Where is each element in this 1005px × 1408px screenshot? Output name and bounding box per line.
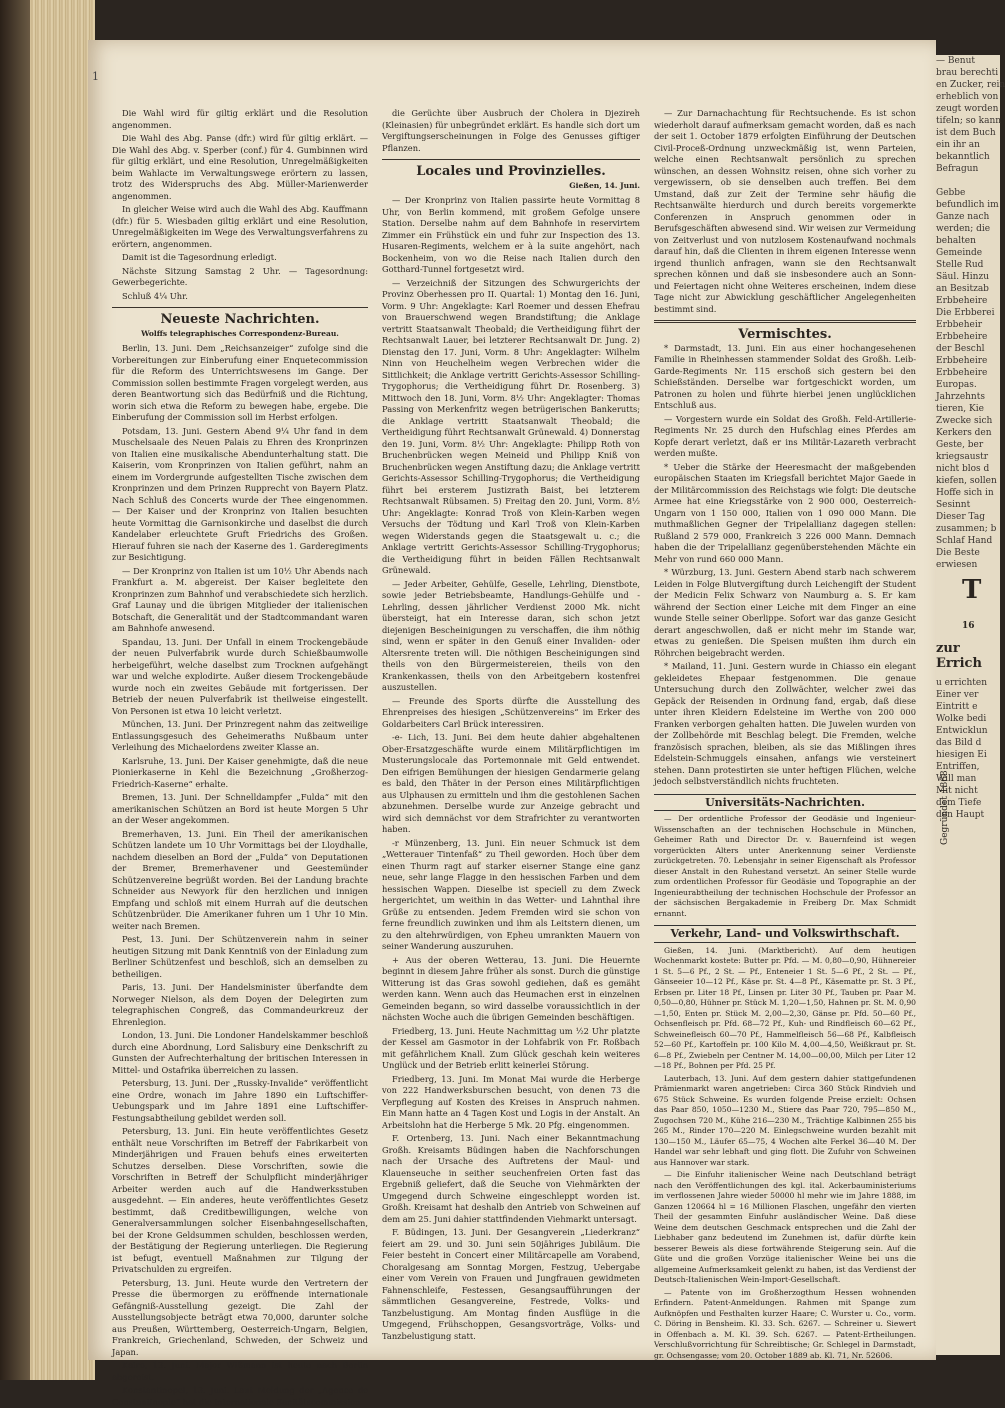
news-item: Friedberg, 13. Juni. Heute Nachmittag um ½2 Uhr platzte der Kessel am Gasmotor in der Lohfabrik von Fr. Roßbach mit gefährlichem Knall. Zum Glück geschah kein weiteres Unglück und der Betrieb erlitt keinerlei Störung. [382,1025,640,1070]
facing-page-line: hiesigen Ei [936,750,987,760]
column-3 [654,108,916,1360]
facing-page-line: Säul. Hinzu [936,272,989,282]
news-item: Potsdam, 13. Juni. Gestern Abend 9¼ Uhr fand in dem Muschelsaale des Neuen Palais zu Ehren des Kronprinzen von Italien eine musikalische Abendunterhaltung statt. Die Kaiserin, vom Kronprinzen von Italien geführt, nahm an einem im Vordergrunde aufgestellten Tische zwischen dem Kronprinzen und dem Prinzen Rupprecht von Bayern Platz. Nach Schluß des Concerts wurde der Thee eingenommen. — Der Kaiser und der Kronprinz von Italien besuchten heute Vormittag die Garnisonkirche und daselbst die durch Kandelaber erleuchtete Gruft Friedrichs des Großen. Hierauf fuhren sie nach der Kaserne des 1. Garderegiments zur Besichtigung. [112,425,368,562]
facing-page-line: Wolke bedi [936,714,987,724]
news-item: F. Ortenberg, 13. Juni. Nach einer Bekanntmachung Großh. Kreisamts Büdingen haben die Nachforschungen nach der Ursache des Auftretens der Maul- und Klauenseuche in seither seuchenfreien Orten fast das Ergebniß geliefert, daß die Seuche von Viehmärkten der Umgegend durch Schweine eingeschleppt worden ist. Großh. Kreisamt hat deshalb den Antrieb von Schweinen auf dem am 25. Juni dahier stattfindenden Viehmarkt untersagt. [382,1133,640,1224]
news-item: * Mailand, 11. Juni. Gestern wurde in Chiasso ein elegant gekleidetes Ehepaar festgenommen. Die genaue Untersuchung durch den Zollwächter, welcher zwei das Gepäck der Reisenden in Ordnung fand, ergab, daß diese unter ihren Kleidern Edelsteine im Werthe von 200 000 Franken verborgen gehalten hatten. Die Juwelen wurden von der Zollbehörde mit Beschlag belegt. Die Fremden, welche französisch sprachen, bleiben, als sie das Mißlingen ihres Edelstein-Schmuggels einsahen, anfangs wie versteinert stehen. Dann protestirten sie unter heftigen Flüchen, welche jedoch selbstverständlich nichts fruchteten. [654,661,916,786]
facing-page-line: Erbbeheire [936,296,988,306]
facing-page-line: erheblich von [936,92,999,102]
facing-page-line: Erbbeheire [936,368,988,378]
facing-page-line: brau berechti [936,68,999,78]
news-item: Berlin, 13. Juni. Dem „Reichsanzeiger“ zufolge sind die Vorbereitungen zur Einberufung einer Enquetecommission für die Reform des Unterrichtswesens im Gange. Der Commission sollen bestimmte Fragen vorgelegt werden, aus deren Beantwortung sich das Bedürfniß und die Richtung, worin sich etwa die Reform zu bewegen habe, ergebe. Die Einberufung der Commission soll im Herbst erfolgen. [112,343,368,422]
news-item: — Der ordentliche Professor der Geodäsie und Ingenieur-Wissenschaften an der technischen Hochschule in München, Geheimer Rath und Director Dr. v. Bauernfeind ist wegen vorgerückten Alters unter Anerkennung seiner Verdienste zurückgetreten. 70. Lebensjahr in seiner Eigenschaft als Professor dieser Anstalt in den Ruhestand versetzt. An seiner Stelle wurde zum ordentlichen Professor für Geodäsie und Topographie an der Ingenieurabtheilung der technischen Hochschule der Professor an der sächsischen Bergakademie in Freiberg Dr. Max Schmidt ernannt. [654,814,916,918]
article-text: Nächste Sitzung Samstag 2 Uhr. — Tagesordnung: Gewerbegerichte. [112,265,368,287]
news-item: Gießen, 14. Juni. (Marktbericht). Auf dem heutigen Wochenmarkt kostete: Butter pr. Pfd. — M. 0,80—0,90, Hühnereier 1 St. 5—6 Pf., 2 St. — Pf., Enteneier 1 St. 5—6 Pf., 2 St. — Pf., Gänseeier 10—12 Pf., Käse pr. St. 4—8 Pf., Käsematte pr. St. 3 Pf., Erbsen pr. Liter 18 Pf., Linsen pr. Liter 30 Pf., Tauben pr. Paar M. 0,50—0,80, Hühner pr. Stück M. 1,20—1,50, Hahnen pr. St. M. 0,90—1,50, Enten pr. Stück M. 2,00—2,30, Gänse pr. Pfd. 50—60 Pf., Ochsenfleisch pr. Pfd. 68—72 Pf., Kuh- und Rindfleisch 60—62 Pf., Schweinefleisch 60—70 Pf., Hammelfleisch 56—68 Pf., Kalbfleisch 52—60 Pf., Kartoffeln pr. 100 Kilo M. 4,00—4,50, Weißkraut pr. St. 6—8 Pf., Zwiebeln per Centner M. 14,00—00,00, Milch per Liter 12—18 Pf., Bohnen per Pfd. 25 Pf. [654,945,916,1070]
news-item: — Verzeichniß der Sitzungen des Schwurgerichts der Provinz Oberhessen pro II. Quartal: 1) Montag den 16. Juni, Vorm. 9 Uhr: Angeklagte: Karl Roemer und dessen Ehefrau von Brauerschwend wegen Brandstiftung; die Anklage vertritt Staatsanwalt Theobald; die Vertheidigung führt der Rechtsanwalt Lauer, bei letzterer Rechtsanwalt Dr. Jung. 2) Dienstag den 17. Juni, Vorm. 8 Uhr: Angeklagter: Wilhelm Ninn von Heuchelheim wegen Verbrechen wider die Sittlichkeit; die Anklage vertritt Gerichts-Assessor Schilling-Trygophorus; die Vertheidigung führt Dr. Rosenberg. 3) Mittwoch den 18. Juni, Vorm. 8½ Uhr: Angeklagter: Thomas Passing von Merkenfritz wegen betrügerischen Bankerutts; die Anklage vertritt Staatsanwalt Theobald; die Vertheidigung führt Rechtsanwalt Grünewald. 4) Donnerstag den 19. Juni, Vorm. 8½ Uhr: Angeklagte: Philipp Roth von Bruchenbrücken wegen Meineid und Philipp Kniß von Bruchenbrücken wegen Anstiftung dazu; die Anklage vertritt Gerichts-Assessor Schilling-Trygophorus; die Vertheidigung führt bei ersterem Justizrath Baist, bei letzterem Rechtsanwalt Rübsamen. 5) Freitag den 20. Juni, Vorm. 8½ Uhr: Angeklagte: Konrad Troß von Klein-Karben wegen Versuchs der Tödtung und Karl Troß von Klein-Karben wegen Widerstands gegen die Staatsgewalt u. c.; die Anklage vertritt Gerichts-Assessor Schilling-Trygophorus; die Vertheidigung führt in beiden Fällen Rechtsanwalt Grünewald. [382,277,640,575]
facing-page-line: Einer ver [936,690,979,700]
facing-page-line: Mit nicht [936,786,978,796]
news-item: — Die Einfuhr italienischer Weine nach Deutschland beträgt nach den Veröffentlichungen des kgl. ital. Ackerbauministeriums im verflossenen Jahre wieder 50000 hl mehr wie im Jahre 1888, im Ganzen 120664 hl = 16 Millionen Flaschen, ungefähr den vierten Theil der gesammten Einfuhr ausländischer Weine. Daß diese Weine dem deutschen Geschmack entsprechen und die Zahl der Liebhaber ganz bedeutend im Zunehmen ist, dafür dürfte kein besserer Beweis als diese fortwährende Steigerung sein. Auf die Güte und die großen Vorzüge italienischer Weine bei uns die allgemeine Aufmerksamkeit gelenkt zu haben, ist das Verdienst der Deutsch-Italienischen Wein-Import-Gesellschaft. [654,1170,916,1284]
facing-page-line: Ganze nach [936,212,990,222]
section-title-universitaet: Universitäts-Nachrichten. [654,794,916,812]
facing-page-line: kiefen, sollen [936,476,997,486]
news-item: * Darmstadt, 13. Juni. Ein aus einer hochangesehenen Familie in Rheinhessen stammender Soldat des Großh. Leib-Garde-Regiments Nr. 115 erschoß sich gestern bei den Schießständen. Derselbe war fortgeschickt worden, um Patronen zu holen und führte hierbei jenen unglücklichen Entschluß aus. [654,342,916,410]
news-item: — Patente von im Großherzogthum Hessen wohnenden Erfindern. Patent-Anmeldungen. Rahmen mit Spange zum Aufknöpfen und Festhalten kurzer Haare; C. Wurster u. Co., vorm. C. Döring in Bensheim. Kl. 33. Sch. 6267. — Schreiner u. Siewert in Offenbach a. M. Kl. 39. Sch. 6267. — Patent-Ertheilungen. Verschlußvorrichtung für Schreibtische; Gr. Schlegel in Darmstadt, gr. Ochsengasse; vom 20. October 1889 ab. Kl. 71, Nr. 52606. [654,1287,916,1360]
facing-page-line: Zwecke sich [936,416,993,426]
news-item: Petersburg, 13. Juni. Ein heute veröffentlichtes Gesetz enthält neue Vorschriften im Betreff der Fabrikarbeit von Minderjährigen und Frauen behufs eines erweiterten Schutzes derselben. Diese Vorschriften, sowie die Vorschriften in Betreff der Schulpflicht minderjähriger Arbeiter werden auch auf die Handwerksstuben ausgedehnt. — Ein anderes, heute veröffentlichtes Gesetz bestimmt, daß Creditbewilligungen, welche von Generalversammlungen solcher Eisenbahngesellschaften, bei der Krone Geldsummen schulden, beschlossen werden, der Bestätigung der Regierung unterliegen. Die Regierung ist befugt, eventuell Maßnahmen zur Tilgung der Privatschulden zu ergreifen. [112,1126,368,1274]
facing-page-line: der Beschl [936,344,985,354]
facing-page-line: Jahrzehnts [936,392,985,402]
news-item: Pest, 13. Juni. Der Schützenverein nahm in seiner heutigen Sitzung mit Dank Kenntniß von der Einladung zum Berliner Schützenfest und beschloß, sich an demselben zu betheiligen. [112,934,368,979]
news-item: * Ueber die Stärke der Heeresmacht der maßgebenden europäischen Staaten im Kriegsfall berichtet Major Gaede in der Militärcommission des Reichstags wie folgt: Die deutsche Armee hat eine Kriegsstärke von 2 900 000, Oesterreich-Ungarn von 1 150 000, Italien von 1 090 000 Mann. Die muthmaßlichen Gegner der Tripelallianz dagegen stellen: Rußland 2 579 000, Frankreich 3 226 000 Mann. Demnach haben die der Tripelallianz gegenüberstehenden Mächte ein Mehr von rund 660 000 Mann. [654,461,916,564]
facing-page-line: Erbbeheire [936,332,988,342]
news-item: Konstantinopel, 13. Juni. Laut Meldung der „Agence de Constantinople“ hat die internationale Sanitätscommission [112,1385,368,1407]
news-item: Bremen, 13. Juni. Der Schnelldampfer „Fulda“ mit den amerikanischen Schützen an Bord ist heute Morgen 5 Uhr an der Weser angekommen. [112,792,368,825]
facing-page-line: Hoffe sich in [936,488,994,498]
section-title-vermischtes: Vermischtes. [738,327,832,342]
facing-page-line: tieren, Kie [936,404,984,414]
facing-page-line: zeugt worden [936,104,999,114]
news-item: — Vorgestern wurde ein Soldat des Großh. Feld-Artillerie-Regiments Nr. 25 durch den Hufschlag eines Pferdes am Kopfe derart verletzt, daß er ins Militär-Lazareth verbracht werden mußte. [654,413,916,458]
dateline: Gießen, 14. Juni. [569,180,640,190]
article-text: In gleicher Weise wird auch die Wahl des Abg. Kauffmann (dfr.) für 5. Wiesbaden giltig erklärt und eine Resolution, Unregelmäßigkeiten im Wege des Verwaltungsverfahrens zu erörtern, angenommen. [112,204,368,249]
facing-page-line: en Zucker, rein [936,80,1005,90]
news-item: Karlsruhe, 13. Juni. Der Kaiser genehmigte, daß die neue Pionierkaserne in Kehl die Bezeichnung „Großherzog-Friedrich-Kaserne“ erhalte. [112,755,368,789]
facing-page-line: Erbbeheir [936,320,983,330]
facing-page-line: Befragun [936,164,979,174]
facing-page-line: dem Tiefe [936,798,982,808]
facing-page-line: tifeln; so kann [936,116,1002,126]
facing-page-line: erwiesen [936,560,978,570]
page-number: 1 [92,70,99,83]
news-item: Friedberg, 13. Juni. Im Monat Mai wurde die Herberge von 222 Handwerksburschen besucht, von denen 73 die Verpflegung auf Kosten des Kreises in Anspruch nahmen. Ein Mann hatte an 4 Tagen Kost und Logis in der Anstalt. An Arbeitslohn hat die Herberge 5 Mk. 20 Pfg. eingenommen. [382,1073,640,1130]
facing-page-line: bekanntlich [936,152,990,162]
article-text: Die Wahl wird für giltig erklärt und die Resolution angenommen. [112,108,368,130]
facing-page-line [936,175,1000,187]
facing-page-line: befundlich im [936,200,999,210]
facing-page-vertical-text: Gegründet 1868 [940,770,950,845]
section-title-neueste: Neueste Nachrichten. [160,312,320,327]
section-subtitle: Wolffs telegraphisches Correspondenz-Bureau. [141,328,339,338]
facing-page-line: Will man [936,774,977,784]
news-item: London, 13. Juni. Die Londoner Handelskammer beschloß durch eine Abordnung, Lord Salisbury eine Denkschrift zu Gunsten der Aufrechterhaltung der britischen Interessen in Mittel- und Ostafrika überreichen zu lassen. [112,1030,368,1075]
article-text: Damit ist die Tagesordnung erledigt. [122,252,277,262]
facing-page-line: Eintritt e [936,702,978,712]
news-item: Spandau, 13. Juni. Der Unfall in einem Trockengebäude der neuen Pulverfabrik wurde durch Schießbaumwolle herbeigeführt, welche daselbst zum Trocknen aufgehängt war und welche explodirte. Außer diesem Trockengebäude wurde noch ein zweites Gebäude mit fortgerissen. Der Betrieb der neuen Pulverfabrik ist theilweise eingestellt. Von Personen ist etwa 10 leicht verletzt. [112,636,368,716]
facing-page-line: ist dem Buch [936,128,996,138]
facing-page-line: Geste, ber [936,440,984,450]
facing-page-line: u errichten [936,678,988,688]
news-item: Bremerhaven, 13. Juni. Ein Theil der amerikanischen Schützen landete um 10 Uhr Vormittags bei der Lloydhalle, nachdem dieselben an Bord der „Fulda“ von Deputationen der Bremer, Bremerhavener und Geestemünder Schützenvereine begrüßt worden. Bei der Landung brachte Schneider aus Newyork für den herzlichen und innigen Empfang und schloß mit einem Hurrah auf die deutschen Schützenbrüder. Die Amerikaner fuhren um 1 Uhr 10 Min. weiter nach Bremen. [112,828,368,931]
article-text: Schluß 4¼ Uhr. [122,290,188,301]
facing-page-line: Erbbeheire [936,356,988,366]
section-title-locales: Locales und Provinzielles. [416,164,606,179]
divider [112,307,368,308]
facing-page-line: — Benut [936,56,976,66]
news-item: -e- Lich, 13. Juni. Bei dem heute dahier abgehaltenen Ober-Ersatzgeschäfte wurde einem Militärpflichtigen im Musterungslocale das Portemonnaie mit Geld entwendet. Den eifrigen Bemühungen der hiesigen Gendarmerie gelang es bald, den Thäter in der Person eines Militärpflichtigen aus Ulphausen zu ermitteln und ihm die gestohlenen Sachen abzunehmen. Derselbe wurde zur Anzeige gebracht und wird sich demnächst vor dem Strafrichter zu verantworten haben. [382,732,640,834]
facing-page-line: Die Erbberei [936,308,995,318]
news-item: München, 13. Juni. Der Prinzregent nahm das zeitweilige Entlassungsgesuch des Geheimeraths Nußbaum unter Verleihung des Michaelordens zweiter Klasse an. [112,719,368,752]
column-2 [382,108,640,1341]
news-item: * Würzburg, 13. Juni. Gestern Abend starb nach schwerem Leiden in Folge Blutvergiftung durch Leichengift der Student der Medicin Felix Schwarz von Naumburg a. S. Er kam während der Section einer Leiche mit dem Finger an eine wunde Stelle seiner Oberlippe. Sofort war das ganze Gesicht derart angeschwollen, daß er nicht mehr im Stande war, etwas zu genießen. Die Speisen mußten ihm durch ein Röhrchen beigebracht werden. [654,567,916,658]
news-item: Petersburg, 13. Juni. Heute wurde den Vertretern der Presse die übermorgen zu eröffnende internationale Gefängniß-Ausstellung gezeigt. Die Zahl der Ausstellungsobjecte beträgt etwa 70,000, darunter solche aus Preußen, Württemberg, Oesterreich-Ungarn, Belgien, Frankreich, Griechenland, Schweden, der Schweiz und Japan. [112,1277,368,1357]
news-item: Petersburg, 13. Juni. Der „Russky-Invalide“ veröffentlicht eine Ordre, wonach im Jahre 1890 ein Luftschiffer-Uebungspark und im Jahre 1891 eine Luftschiffer-Festungsabtheilung gebildet werden soll. [112,1078,368,1123]
facing-page-heading: zur Errich [936,641,982,671]
divider [382,159,640,160]
news-item: — Der Kronprinz von Italien ist um 10½ Uhr Abends nach Frankfurt a. M. abgereist. Der Kaiser begleitete den Kronprinzen zum Bahnhof und verabschiedete sich herzlich. Graf Launay und die übrigen Mitglieder der italienischen Botschaft, die Generalität und der Stadtcommandant waren am Bahnhofe anwesend. [112,565,368,633]
facing-page-line: den Haupt [936,810,985,820]
facing-page-line: Die Beste [936,548,980,558]
facing-page-line: ein ihr an [936,140,980,150]
facing-page-fragment [936,55,1005,1355]
news-item: — Der Kronprinz von Italien passirte heute Vormittag 8 Uhr, von Berlin kommend, mit großem Gefolge unsere Station. Derselbe nahm auf dem Bahnhofe in reservirtem Zimmer ein Frühstück ein und fuhr zur Inspection des 13. Husaren-Regiments, welchem er à la suite angehört, nach Bockenheim, von wo die Reise nach Italien durch den Gotthard-Tunnel fortgesetzt wird. [382,195,640,274]
news-item: — Jeder Arbeiter, Gehülfe, Geselle, Lehrling, Dienstbote, sowie jeder Betriebsbeamte, Handlungs-Gehülfe und -Lehrling, dessen jährlicher Verdienst 2000 Mk. nicht übersteigt, hat ein Interesse daran, sich schon jetzt diejenigen Bescheinigungen zu verschaffen, die ihm nöthig sind, wenn er später in den Genuß einer Invaliden- oder Altersrente treten will. Die nöthigen Bescheinigungen sind theils von den Bürgermeistereien, theils von den Krankenkassen, theils von den Arbeitgebern kostenfrei auszustellen. [382,578,640,692]
masthead-fragment: T 16 [962,575,982,631]
article-text: Die Wahl des Abg. Panse (dfr.) wird für giltig erklärt. — Die Wahl des Abg. v. Sperber (conf.) für 4. Gumbinnen wird für giltig erklärt, und eine Resolution, Unregelmäßigkeiten beim Wahlacte im Verwaltungswege erörtern zu lassen, trotz des Widerspruchs des Abg. Müller-Marienwerder angenommen. [112,133,368,201]
facing-page-line: an Besitzab [936,284,989,294]
facing-page-line: behalten [936,236,976,246]
news-item: + Aus der oberen Wetterau, 13. Juni. Die Heuernte beginnt in diesem Jahre früher als sonst. Durch die günstige Witterung ist das Gras sowohl gediehen, daß es gemäht werden kann. Wenn auch das Heumachen erst in einzelnen Gemeinden begann, so wird dasselbe voraussichtlich in der nächsten Woche auch die übrigen Gemeinden beschäftigen. [382,954,640,1022]
facing-page-line: nicht blos d [936,464,990,474]
news-item: F. Büdingen, 13. Juni. Der Gesangverein „Liederkranz“ feiert am 29. und 30. Juni sein 50jähriges Jubiläum. Die Feier besteht in Concert einer Militärcapelle am Vorabend, Choralgesang am Sonntag Morgen, Festzug, Uebergabe einer vom Verein von Frauen und Jungfrauen gewidmeten Fahnenschleife, Festessen, Gesangsaufführungen der sämmtlichen Gesangvereine, Festrede, Volks- und Tanzbelustigung. Am Montag finden Ausflüge in die Umgegend, Frühschoppen, Gesangsvorträge, Volks- und Tanzbelustigung statt. [382,1227,640,1341]
facing-page-line: werden; die [936,224,991,234]
facing-page-line: kriegsaustr [936,452,989,462]
section-title-verkehr: Verkehr, Land- und Volkswirthschaft. [654,925,916,943]
facing-page-line: Entriffen, [936,762,980,772]
facing-page-line: Entwicklun [936,726,988,736]
facing-page-lines [936,55,1005,571]
news-item: Paris, 13. Juni. Der Handelsminister überfandte dem Norweger Nielson, als dem Doyen der Delegirten zum telegraphischen Congreß, das Commandeurkreuz der Ehrenlegion. [112,982,368,1027]
article-text: — Zur Darnachachtung für Rechtsuchende. Es ist schon wiederholt darauf aufmerksam gemacht worden, daß es nach der seit 1. October 1879 erfolgten Einführung der Deutschen Civil-Proceß-Ordnung unzweckmäßig ist, wenn Parteien, welche einen Rechtsanwalt persönlich zu sprechen wünschen, an dessen Wohnsitz reisen, ohne sich vorher zu vergewissern, ob sie denselben auch treffen. Bei dem Umstand, daß zur Zeit der Termine sehr häufig die Rechtsanwälte hierdurch und durch bereits vorgemerkte Conferenzen in Anspruch genommen oder in Berufsgeschäften abwesend sind. Wir weisen zur Vermeidung von Zeitverlust und von nutzlosem Kostenaufwand nochmals darauf hin, daß die Clienten in ihrem eigenen Interesse wenn irgend thunlich anfragen, wann sie den Rechtsanwalt sprechen können und daß sie insbesondere auch an Sonn- und Feiertagen nicht ohne Weiteres erscheinen, indem diese Tage nicht zur Abwicklung geschäftlicher Angelegenheiten bestimmt sind. [654,108,916,314]
facing-page-line: Schlaf Hand [936,536,993,546]
facing-page-line: das Bild d [936,738,982,748]
news-item: — Freunde des Sports dürfte die Ausstellung des Ehrenpreises des hiesigen „Schützenvereins“ im Erker des Goldarbeiters Carl Brück interessiren. [382,695,640,729]
facing-page-line: Dieser Tag [936,512,985,522]
news-item: Kairo, 13. Juni. Major Wißmann ist heute nach Berlin abgereist. [112,1360,368,1382]
facing-page-line: Kerkers den [936,428,992,438]
facing-page-line: zusammen; b [936,524,997,534]
news-item: -r Münzenberg, 13. Juni. Ein neuer Schmuck ist dem „Wetterauer Tintenfaß“ zu Theil geworden. Hoch über dem einen Thurm ragt auf starker eiserner Stange eine ganz neue, sehr lange Flagge in den hessischen Farben und dem hessischen Wappen. Dieselbe ist speciell zu dem Zweck hergerichtet, um weithin in das Wetter- und Lahnthal ihre Grüße zu entsenden. Jedem Fremden wird sie schon von ferne freundlich zuwinken und ihm als Leitstern dienen, um zu den altehrwürdigen, von Epheu umrankten Mauern von seiner Wanderung auszuruhen. [382,837,640,951]
facing-page-line: Europas. [936,380,977,390]
facing-page-line: Gebbe [936,188,966,198]
facing-page-line: Gemeinde [936,248,983,258]
facing-page-line: Sesinnt [936,500,971,510]
column-1 [112,108,368,1407]
book-spine [0,0,30,1380]
divider [654,320,916,323]
news-item: Lauterbach, 13. Juni. Auf dem gestern dahier stattgefundenen Prämienmarkt waren angetrieben: Circa 360 Stück Rindvieh und 675 Stück Schweine. Es wurden folgende Preise erzielt: Ochsen das Paar 850, 1050—1230 M., Stiere das Paar 720, 795—850 M., Zugochsen 720 M., Kühe 216—230 M., Trächtige Kalbinnen 255 bis 265 M., Rinder 170—220 M. Einlegschweine wurden bezahlt mit 130—150 M., Läufer 65—75, 4 Wochen alte Ferkel 36—40 M. Der Handel war sehr lebhaft und ging flott. Die Zufuhr von Schweinen aus Hannover war stark. [654,1073,916,1167]
facing-page-line: Stelle Rud [936,260,984,270]
article-text: die Gerüchte über Ausbruch der Cholera in Djezireh (Kleinasien) für unbegründet erklärt. Es handle sich dort um Vergiftungserscheinungen in Folge des Genusses giftiger Pflanzen. [382,108,640,153]
